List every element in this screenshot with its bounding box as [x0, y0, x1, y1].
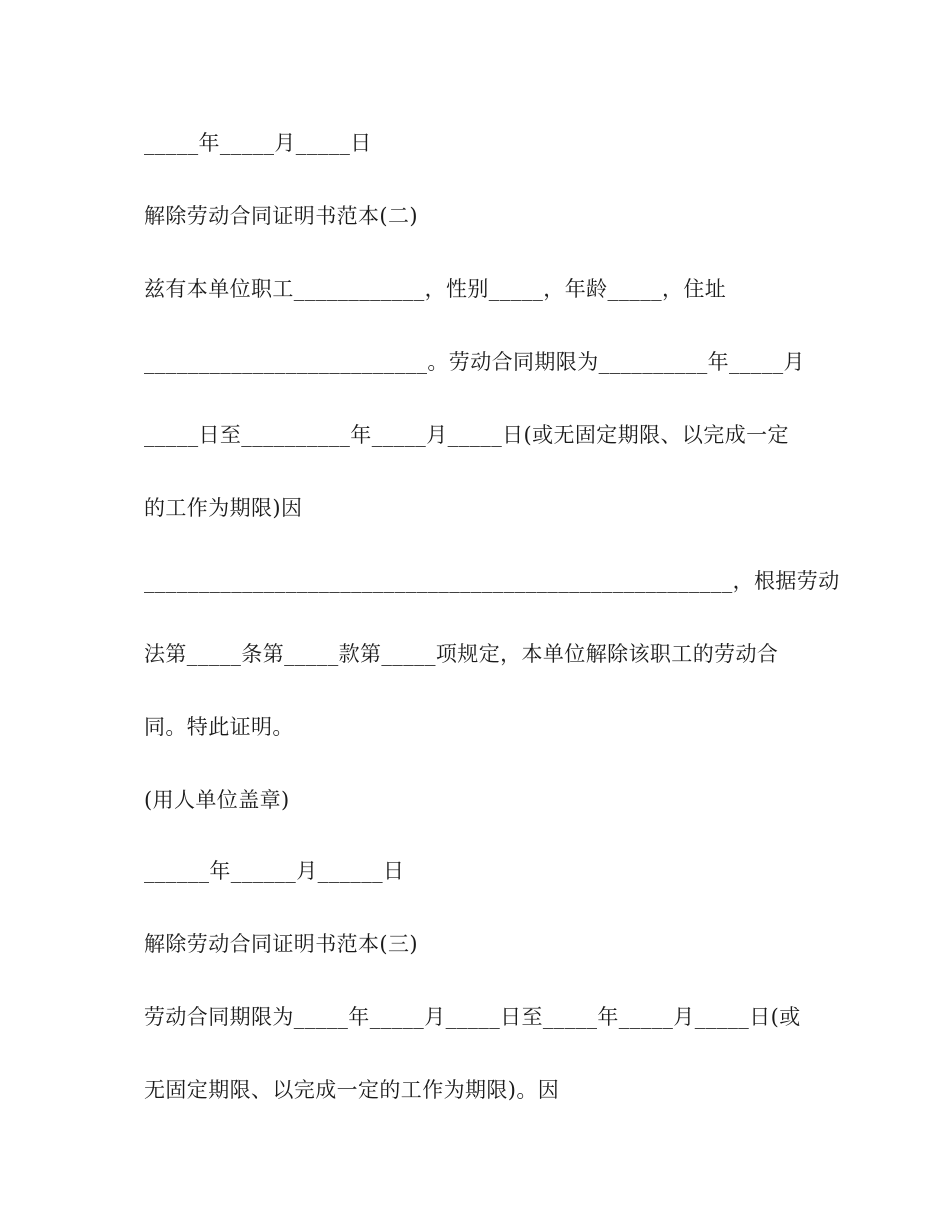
seal-line: (用人单位盖章)	[144, 788, 290, 812]
body-line-8: 劳动合同期限为_____年_____月_____日至_____年_____月_____日(或	[144, 1005, 801, 1029]
section-title-2: 解除劳动合同证明书范本(二)	[144, 204, 418, 228]
body-line-2: __________________________。劳动合同期限为__________年_____月	[144, 350, 805, 374]
date-line-2: ______年______月______日	[144, 859, 405, 883]
body-line-5: ______________________________________________________，根据劳动	[144, 569, 840, 593]
section-title-3: 解除劳动合同证明书范本(三)	[144, 932, 418, 956]
body-line-9: 无固定期限、以完成一定的工作为期限)。因	[144, 1078, 560, 1102]
body-line-4: 的工作为期限)因	[144, 496, 303, 520]
body-line-6: 法第_____条第_____款第_____项规定，本单位解除该职工的劳动合	[144, 642, 779, 666]
body-line-3: _____日至__________年_____月_____日(或无固定期限、以完成一定	[144, 423, 789, 447]
body-line-1: 兹有本单位职工____________，性别_____，年龄_____，住址	[144, 277, 727, 301]
body-line-7: 同。特此证明。	[144, 715, 294, 739]
date-line-1: _____年_____月_____日	[144, 131, 372, 155]
